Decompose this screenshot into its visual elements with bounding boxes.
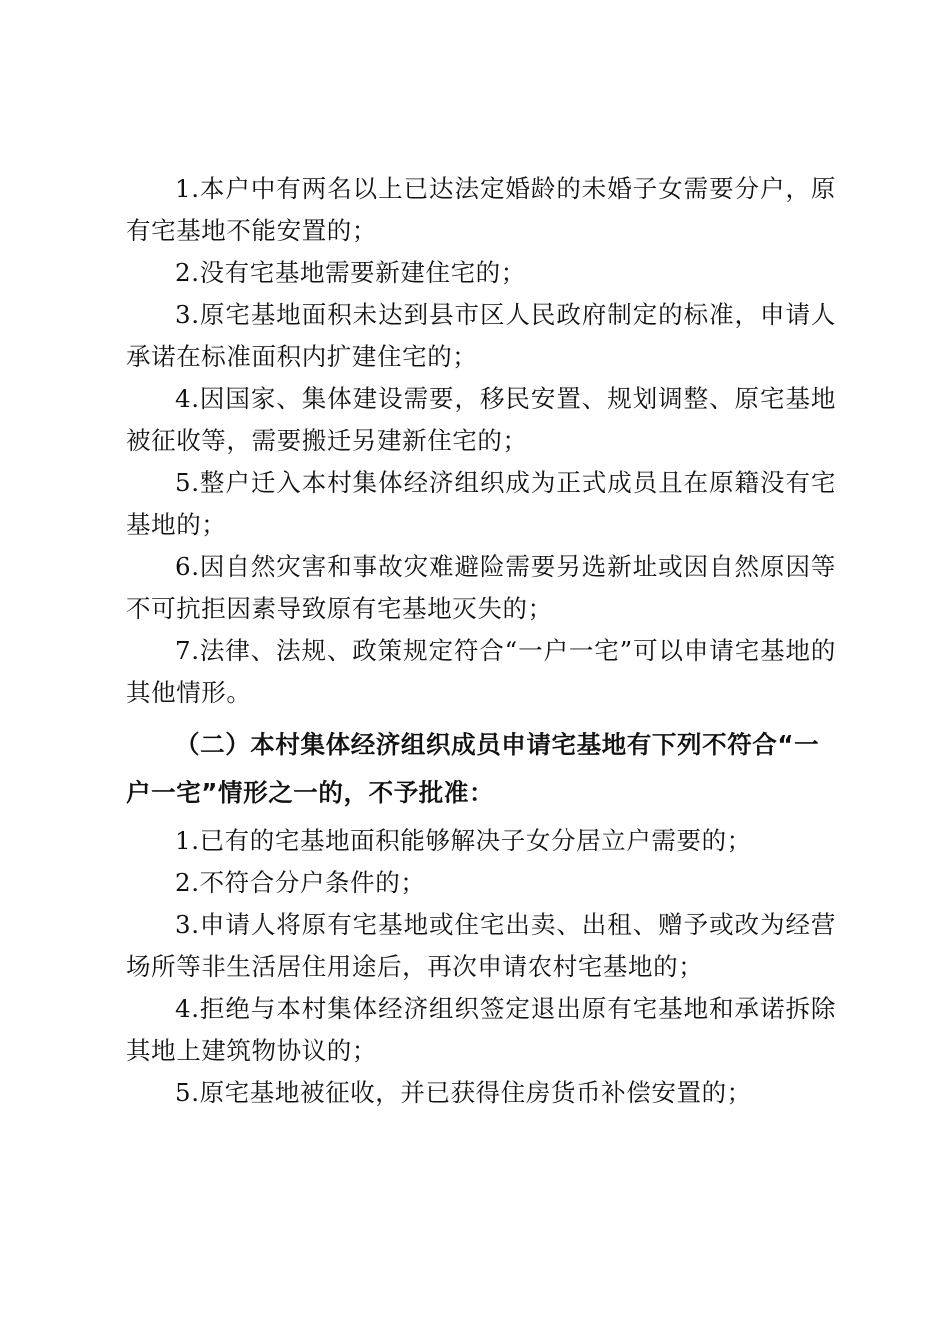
section-heading xyxy=(126,724,836,820)
list-item: 3.原宅基地面积未达到县市区人民政府制定的标准，申请人承诺在标准面积内扩建住宅的； xyxy=(126,300,836,371)
list-item: 3.申请人将原有宅基地或住宅出卖、出租、赠予或改为经营场所等非生活居住用途后，再次申请农村宅基地的； xyxy=(126,910,836,981)
list-item: 7.法律、法规、政策规定符合“一户一宅”可以申请宅基地的其他情形。 xyxy=(126,636,836,707)
list-item: 5.原宅基地被征收，并已获得住房货币补偿安置的； xyxy=(175,1078,752,1107)
list-item: 2.不符合分户条件的； xyxy=(175,868,426,897)
list-item: 1.已有的宅基地面积能够解决子女分居立户需要的； xyxy=(175,826,752,855)
list-item: 4.因国家、集体建设需要，移民安置、规划调整、原宅基地被征收等，需要搬迁另建新住宅的； xyxy=(126,384,836,455)
section-heading-line2: 户一宅”情形之一的，不予批准： xyxy=(126,778,495,807)
list-item: 2.没有宅基地需要新建住宅的； xyxy=(175,258,526,287)
list-item: 4.拒绝与本村集体经济组织签定退出原有宅基地和承诺拆除其地上建筑物协议的； xyxy=(126,994,836,1065)
list-item: 6.因自然灾害和事故灾难避险需要另选新址或因自然原因等不可抗拒因素导致原有宅基地灭失的； xyxy=(126,552,836,623)
list-item: 5.整户迁入本村集体经济组织成为正式成员且在原籍没有宅基地的； xyxy=(126,468,836,539)
document-body xyxy=(126,168,836,1114)
list-item: 1.本户中有两名以上已达法定婚龄的未婚子女需要分户，原有宅基地不能安置的； xyxy=(126,174,836,245)
section-heading-line1: （二）本村集体经济组织成员申请宅基地有下列不符合“一 xyxy=(175,730,820,759)
